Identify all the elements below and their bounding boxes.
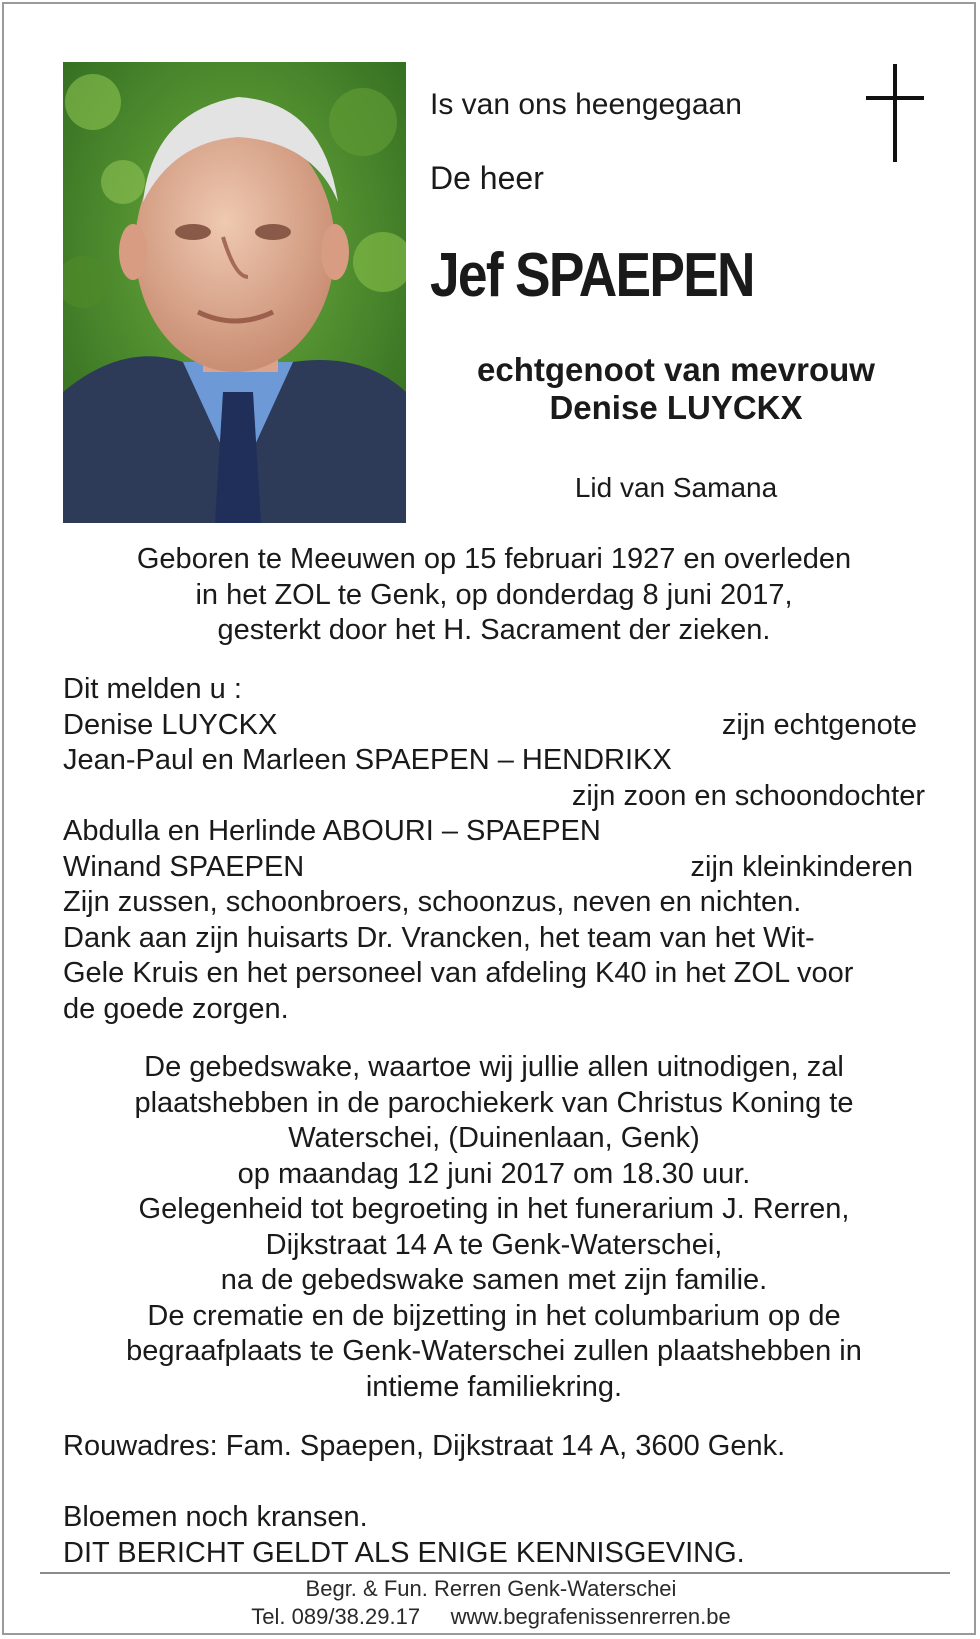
ceremony-line: op maandag 12 juni 2017 om 18.30 uur. [237, 1157, 751, 1190]
spouse-line-1: echtgenoot van mevrouw [477, 351, 875, 388]
family-row [63, 814, 925, 850]
ceremony-paragraph [64, 1050, 924, 1405]
closing-line: DIT BERICHT GELDT ALS ENIGE KENNISGEVING. [63, 1536, 745, 1569]
intro-text: Is van ons heengegaan [430, 88, 742, 121]
funeral-home-name: Begr. & Fun. Rerren Genk-Waterschei [305, 1576, 677, 1601]
family-row [63, 743, 925, 779]
obituary-card [2, 2, 976, 1635]
ceremony-line: Gelegenheid tot begroeting in het funerarium J. Rerren, [138, 1193, 850, 1225]
portrait-illustration [63, 62, 406, 523]
extra-line [63, 956, 925, 992]
closing-block [63, 1500, 745, 1571]
closing-line: Bloemen noch kransen. [63, 1501, 368, 1533]
ceremony-line: De crematie en de bijzetting in het columbarium op de [147, 1299, 841, 1332]
ceremony-line: intieme familiekring. [365, 1370, 623, 1403]
family-name: Abdulla en Herlinde ABOURI – SPAEPEN [63, 815, 601, 847]
birth-death-paragraph [64, 542, 924, 649]
footer-divider [40, 1572, 950, 1574]
ceremony-line: Waterschei, (Duinenlaan, Genk) [288, 1122, 700, 1154]
honorific: De heer [430, 160, 544, 196]
birth-death-line: Geboren te Meeuwen op 15 februari 1927 en overleden [136, 543, 852, 575]
relation: zijn kleinkinderen [690, 850, 913, 883]
family-row [63, 708, 925, 744]
portrait-photo [63, 62, 406, 523]
ceremony-line: De gebedswake, waartoe wij jullie allen uitnodigen, zal [144, 1051, 844, 1083]
extra-line [63, 992, 925, 1028]
spouse-block [406, 351, 946, 427]
extra-line-text: Zijn zussen, schoonbroers, schoonzus, neven en nichten. [63, 886, 802, 918]
ceremony-line: plaatshebben in de parochiekerk van Christus Koning te [134, 1086, 854, 1119]
extra-line-text: de goede zorgen. [63, 992, 289, 1025]
family-name: Jean-Paul en Marleen SPAEPEN – HENDRIKX [63, 744, 672, 776]
spouse-line-2: Denise LUYCKX [549, 389, 803, 426]
funeral-home-contact [4, 1604, 978, 1630]
deceased-name: Jef SPAEPEN [430, 241, 754, 310]
mourning-address: Rouwadres: Fam. Spaepen, Dijkstraat 14 A, 3600 Genk. [63, 1430, 786, 1462]
funeral-home-phone: Tel. 089/38.29.17 [251, 1604, 421, 1629]
extra-line [63, 885, 925, 921]
ceremony-line: Dijkstraat 14 A te Genk-Waterschei, [265, 1228, 723, 1261]
relation: zijn echtgenote [721, 708, 917, 741]
birth-death-line: gesterkt door het H. Sacrament der zieken. [217, 614, 771, 646]
extra-line [63, 921, 925, 957]
ceremony-line: na de gebedswake samen met zijn familie. [220, 1264, 768, 1296]
birth-death-line: in het ZOL te Genk, op donderdag 8 juni 2017, [195, 578, 793, 611]
funeral-home-website[interactable]: www.begrafenissenrerren.be [450, 1604, 731, 1629]
family-row [63, 850, 925, 886]
family-name: Winand SPAEPEN [63, 850, 305, 883]
extra-line-text: Gele Kruis en het personeel van afdeling K40 in het ZOL voor [63, 957, 854, 989]
family-name: Denise LUYCKX [63, 708, 278, 741]
cross-icon [866, 64, 928, 164]
announcement-heading-text: Dit melden u : [63, 673, 242, 705]
relation: zijn zoon en schoondochter [571, 779, 925, 812]
extra-line-text: Dank aan zijn huisarts Dr. Vrancken, het team van het Wit- [63, 921, 815, 954]
announcement-heading [63, 672, 925, 708]
ceremony-line: begraafplaats te Genk-Waterschei zullen plaatshebben in [126, 1335, 862, 1367]
family-row [63, 779, 925, 815]
membership: Lid van Samana [574, 472, 778, 503]
announcement-list [63, 672, 925, 1027]
